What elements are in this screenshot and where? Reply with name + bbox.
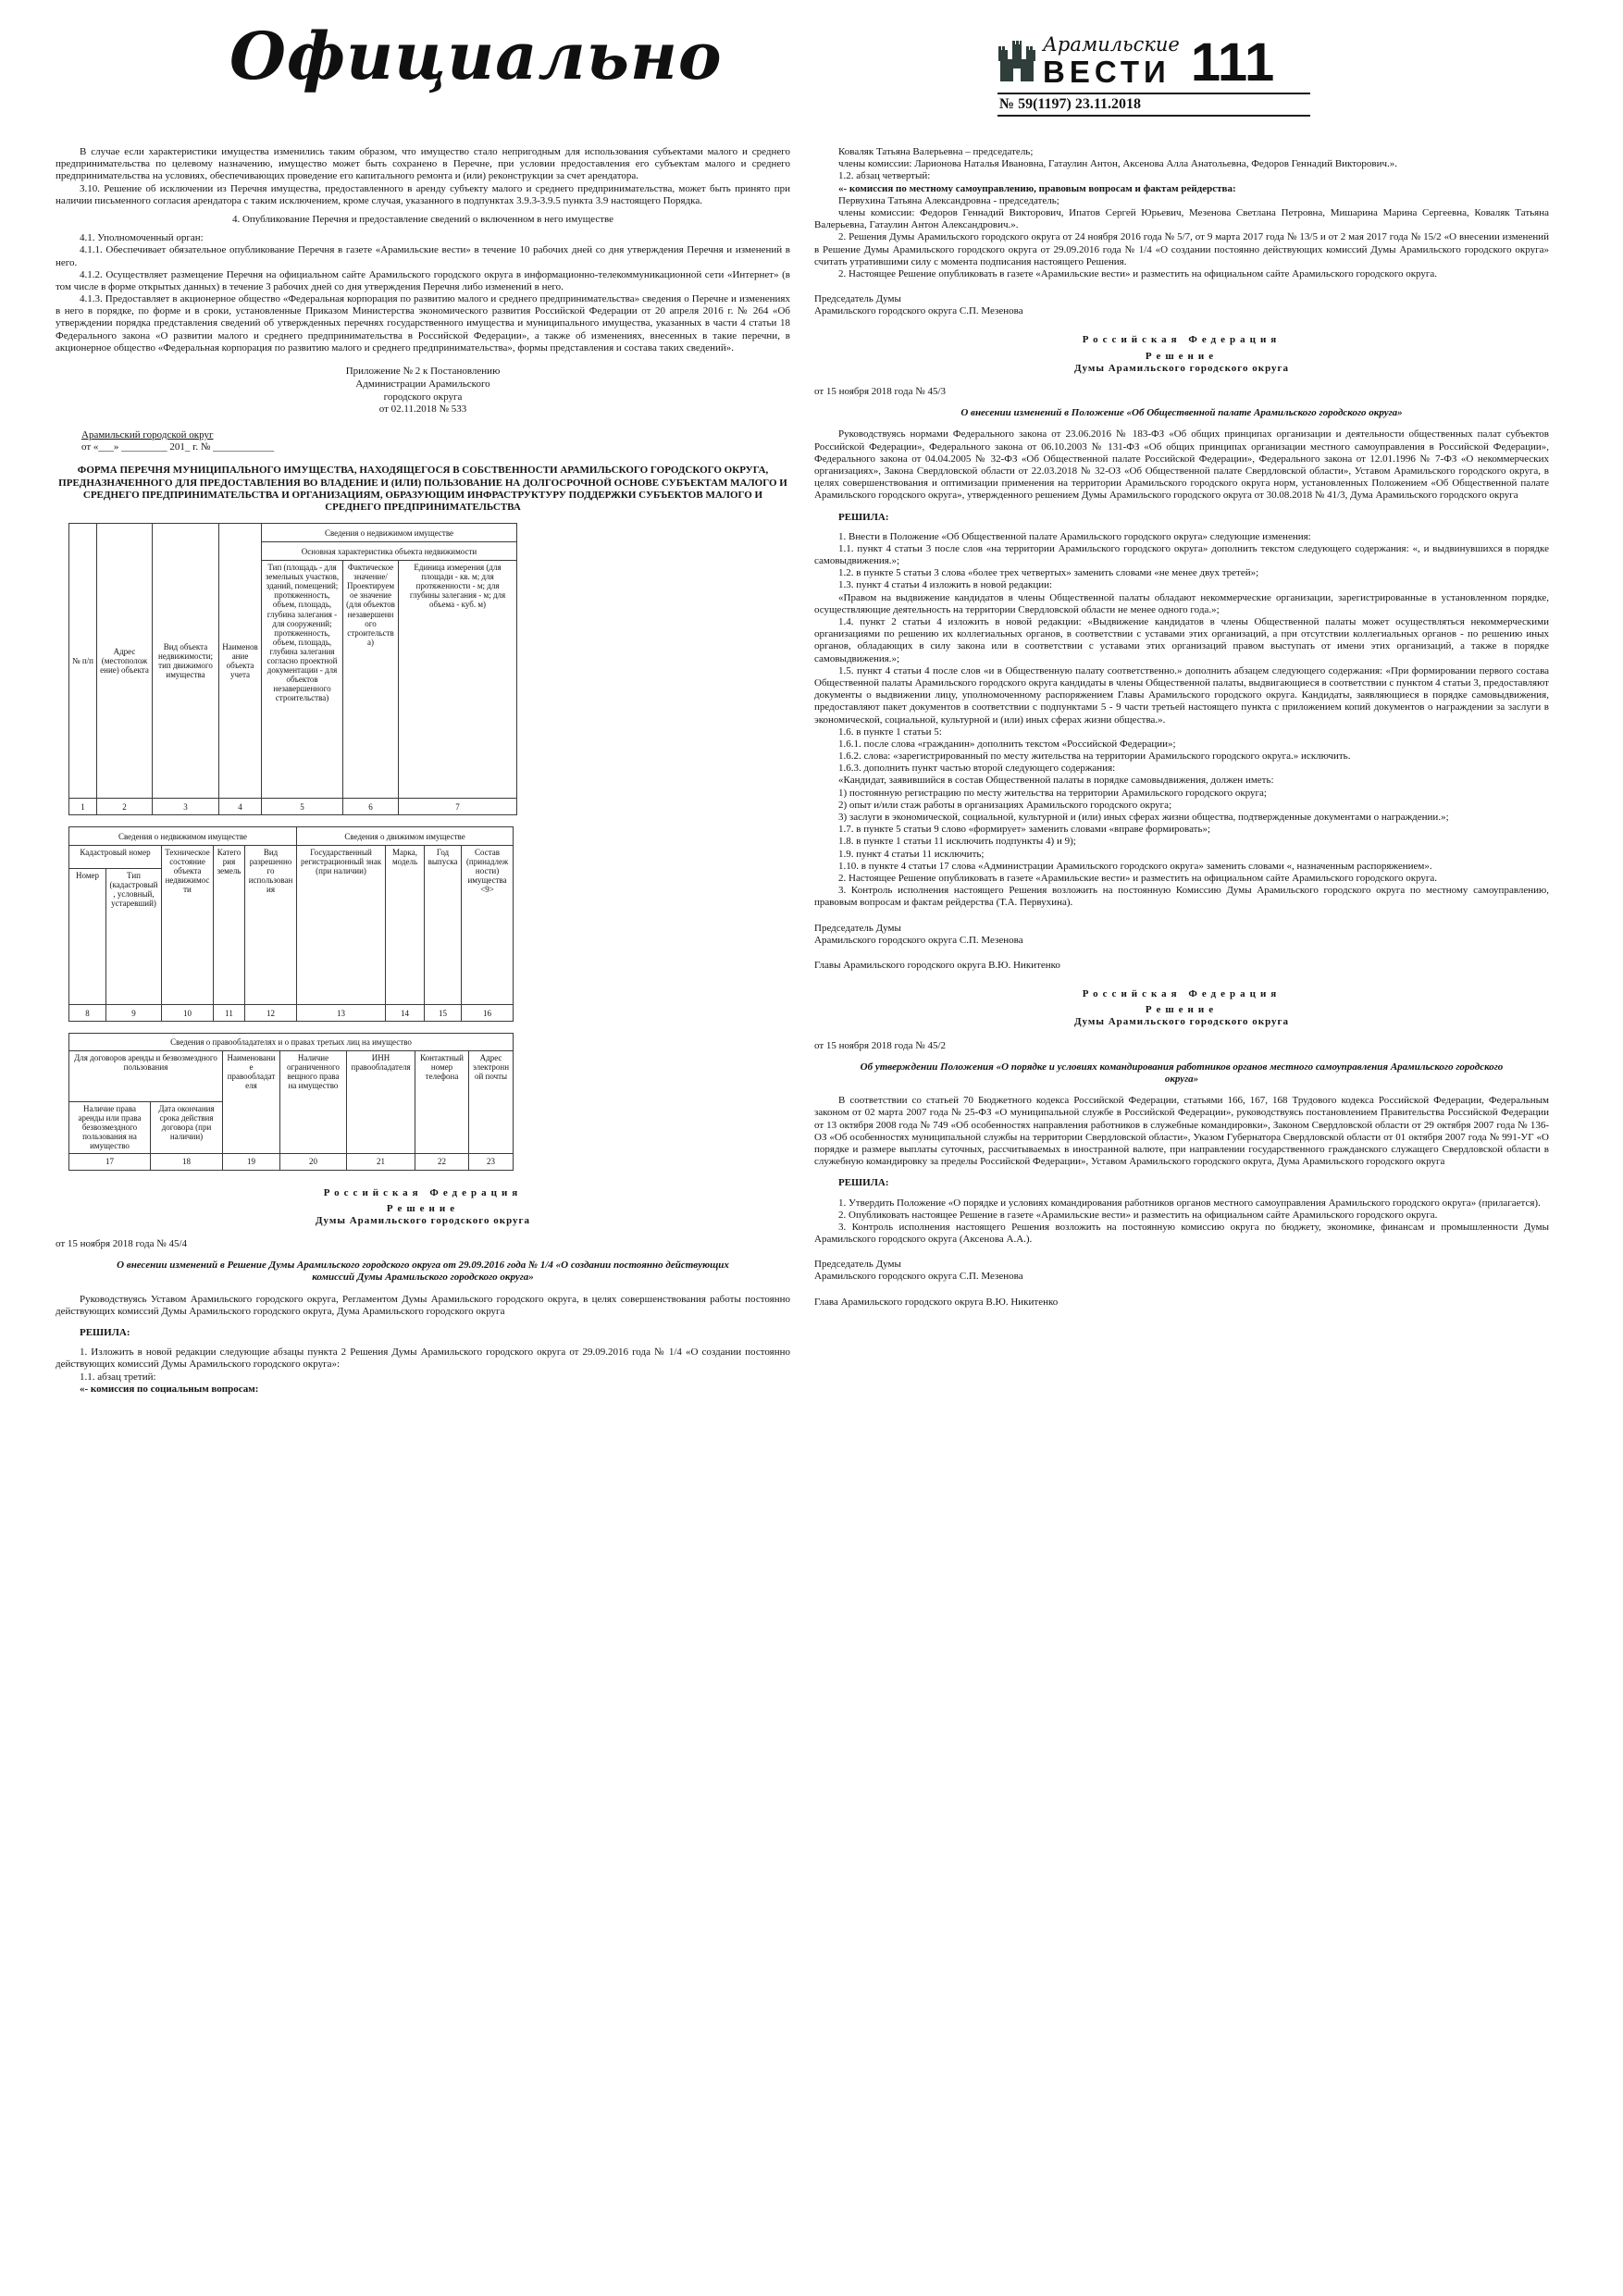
table-header-cell: Единица измерения (для площади - кв. м; для протяженности - м; для глубины залегания - м; для объема - куб. м) <box>399 561 517 799</box>
paragraph: В случае если характеристики имущества изменились таким образом, что имущество стало непригодным для использования субъектами малого и среднего предпринимательства по целевому назначению, имущество может быть сохранено в Перечне, при условии предоставления его субъектам малого и среднего предпринимательства на условиях, обеспечивающих проведение его капитального ремонта и (или) реконструкции за счет арендатора. <box>56 146 790 182</box>
column-number-cell: 10 <box>162 1005 214 1022</box>
decision-item: 2. Опубликовать настоящее Решение в газете «Арамильские вести» и разместить на официальном сайте Арамильского городского округа. <box>838 1209 1438 1221</box>
brand-row <box>997 31 1310 93</box>
decision-item: 1.4. пункт 2 статьи 4 изложить в новой редакции: «Выдвижение кандидатов в члены Общественной палаты может осуществляться некоммерческими организациями по решению их коллегиальных органов, в соответствии с уставами этих организаций, а при отсутствии коллегиальных органов - по решению иных органов, обладающих в силу закона или в соответствии с уставами этих организаций правом выступать от имени этих организаций, а также в порядке самовыдвижения.»; <box>814 616 1549 664</box>
paragraph: 1.1. абзац третий: <box>80 1371 156 1383</box>
decision-item: 1.6.3. дополнить пункт частью второй следующего содержания: <box>838 763 1116 775</box>
decision-item: «Кандидат, заявившийся в состав Общественной палаты в порядке самовыдвижения, должен иметь: <box>838 775 1274 787</box>
table-group-header: Сведения о правообладателях и о правах третьих лиц на имущество <box>69 1034 514 1051</box>
city-crest-icon <box>997 41 1036 85</box>
heading-russian-federation: Российская Федерация <box>1082 334 1282 346</box>
left-column <box>56 146 790 1396</box>
decision-title: Об утверждении Положения «О порядке и условиях командирования работников органов местного самоуправления Арамильского городского округа» <box>860 1061 1504 1085</box>
decision-item: 3) заслуги в экономической, социальной, культурной и (или) иных сферах жизни общества, подтвержденные документами о награждении.»; <box>838 812 1449 823</box>
layout-element <box>69 1034 514 1170</box>
column-number-cell: 18 <box>151 1153 223 1170</box>
decision-title: О внесении изменений в Решение Думы Арамильского городского округа от 29.09.2016 года № 1/4 «О создании постоянно действующих комиссий Думы Арамильского городского округа» <box>117 1260 729 1284</box>
decision-item: 1. Внести в Положение «Об Общественной палате Арамильского городского округа» следующие изменения: <box>838 530 1311 542</box>
decision-45-3 <box>814 334 1549 972</box>
column-number-cell: 13 <box>297 1005 386 1022</box>
decision-item: 1.6.2. слова: «зарегистрированный по месту жительства на территории Арамильского городского округа.» исключить. <box>838 751 1351 763</box>
table-header-cell: Вид объекта недвижимости; тип движимого имущества <box>153 524 219 799</box>
table-subgroup-header: Основная характеристика объекта недвижимости <box>262 542 517 561</box>
paragraph: 4.1.2. Осуществляет размещение Перечня на официальном сайте Арамильского городского округа в информационно-телекоммуникационной сети «Интернет» (в том числе в форме открытых данных) в течение 3 рабочих дней со дня утверждения Перечня либо изменений в него. <box>56 268 790 292</box>
decision-items <box>814 531 1549 910</box>
heading-reshenie: Решение <box>386 1202 460 1214</box>
form-title: ФОРМА ПЕРЕЧНЯ МУНИЦИПАЛЬНОГО ИМУЩЕСТВА, НАХОДЯЩЕГОСЯ В СОБСТВЕННОСТИ АРАМИЛЬСКОГО ГОРОДСКОГО ОКРУГА, ПРЕДНАЗНАЧЕННОГО ДЛЯ ПРЕДОСТАВЛЕНИЯ ВО ВЛАДЕНИЕ И (ИЛИ) ПОЛЬЗОВАНИЕ НА ДОЛГОСРОЧНОЙ ОСНОВЕ СУБЪЕКТАМ МАЛОГО И СРЕДНЕГО ПРЕДПРИНИМАТЕЛЬСТВА И ОРГАНИЗАЦИЯМ, ОБРАЗУЮЩИМ ИНФРАСТРУКТУРУ ПОДДЕРЖКИ СУБЪЕКТОВ МАЛОГО И СРЕДНЕГО ПРЕДПРИНИМАТЕЛЬСТВА <box>58 465 787 513</box>
heading-russian-federation: Российская Федерация <box>1082 988 1282 1000</box>
decision-item: 3. Контроль исполнения настоящего Решения возложить на постоянную Комиссию Думы Арамильского городского округа по местному самоуправлению, правовым вопросам и фактам рейдерства (Т.А. Первухина). <box>814 885 1549 909</box>
table-header-cell: Контактный номер телефона <box>415 1051 469 1153</box>
property-register-table-part1 <box>68 523 517 815</box>
paragraph: члены комиссии: Федоров Геннадий Викторович, Ипатов Сергей Юрьевич, Мезенова Светлана Петровна, Мишарина Марина Сергеевна, Коваляк Татьяна Валерьевна, Гатаулин Антон Александрович.». <box>814 206 1549 231</box>
table-header-cell: Для договоров аренды и безвозмездного пользования <box>69 1051 223 1102</box>
layout-element <box>1012 41 1015 45</box>
heading-russian-federation: Российская Федерация <box>323 1186 523 1198</box>
column-number-cell: 19 <box>223 1153 280 1170</box>
table-group-header: Сведения о недвижимом имуществе <box>262 524 517 542</box>
layout-element <box>1026 50 1035 61</box>
layout-element <box>69 524 517 815</box>
table-header-cell: ИНН правообладателя <box>347 1051 415 1153</box>
signature-line: Арамильского городского округа С.П. Мезенова <box>814 934 1023 946</box>
layout-element <box>1013 68 1021 81</box>
signature-line: Председатель Думы <box>814 922 901 934</box>
paragraph: В соответствии со статьей 70 Бюджетного кодекса Российской Федерации, статьями 166, 167, 168 Трудового кодекса Российской Федерации, Федеральным законом от 02 марта 2007 года № 25-ФЗ «О муниципальной службе в Российской Федерации», руководствуясь постановлением Правительства Российской Федерации от 13 октября 2008 года № 749 «Об особенностях направления работников в служебные командировки», Законом Свердловской области от 29 октября 2007 года № 136-ОЗ «Об особенностях муниципальной службы на территории Свердловской области», Указом Губернатора Свердловской области от 01 октября 2007 года № 991-УГ «О порядке и размере выплаты суточных, рассчитываемых в иностранной валюте, при направлении государственного гражданского служащего Свердловской области в служебную командировку за пределы Российской Федерации», Уставом Арамильского городского округа, Дума Арамильского городского округа <box>814 1095 1549 1168</box>
masthead <box>0 0 1623 141</box>
decision-title: О внесении изменений в Положение «Об Общественной палате Арамильского городского округа» <box>960 407 1403 419</box>
signature-line: Председатель Думы <box>814 1259 901 1271</box>
heading-duma: Думы Арамильского городского округа <box>1073 362 1290 374</box>
section-heading: 4. Опубликование Перечня и предоставление сведений о включенном в него имуществе <box>231 213 614 225</box>
annex-line: от 02.11.2018 № 533 <box>378 403 467 416</box>
table-header-cell: Государственный регистрационный знак (при наличии) <box>297 846 386 1005</box>
decision-item: 1.9. пункт 4 статьи 11 исключить; <box>838 848 985 860</box>
reshila-heading: РЕШИЛА: <box>80 1327 130 1339</box>
paragraph: 2. Настоящее Решение опубликовать в газете «Арамильские вести» и разместить на официальном сайте Арамильского городского округа. <box>838 267 1438 279</box>
newspaper-brand <box>997 31 1310 117</box>
table-header-cell: Наименование правообладателя <box>223 1051 280 1153</box>
table-header-cell: Дата окончания срока действия договора (при наличии) <box>151 1102 223 1153</box>
decision-item: 1.10. в пункте 4 статьи 17 слова «Администрации Арамильского городского округа» заменить словами «, назначенным распоряжением». <box>838 860 1432 872</box>
table-header-cell: Состав (принадлежности) имущества <9> <box>462 846 514 1005</box>
decision-item: 1.8. в пункте 1 статьи 11 исключить подпункты 4) и 9); <box>838 836 1076 848</box>
document-header-line: Арамильский городской округ <box>81 429 214 441</box>
column-number-cell: 23 <box>469 1153 514 1170</box>
right-column <box>814 146 1549 1396</box>
layout-element <box>69 1153 514 1170</box>
decision-item: 1. Утвердить Положение «О порядке и условиях командирования работников органов местного самоуправления Арамильского городского округа» (прилагается). <box>838 1197 1541 1209</box>
column-number-cell: 1 <box>69 799 97 815</box>
decision-item: 3. Контроль исполнения настоящего Решения возложить на постоянную комиссию округа по бюджету, экономике, финансам и промышленности Думы Арамильского городского округа (Аксенова А.А.). <box>814 1221 1549 1246</box>
column-number-cell: 11 <box>214 1005 245 1022</box>
decision-items <box>814 1198 1549 1247</box>
annex-line: Администрации Арамильского <box>355 378 490 390</box>
table-header-cell: Тип (кадастровый, условный, устаревший) <box>106 869 162 1005</box>
layout-element <box>1026 46 1029 51</box>
decision-45-2 <box>814 988 1549 1309</box>
property-register-table-part2 <box>68 826 514 1022</box>
signature-line: Главы Арамильского городского округа В.Ю. Никитенко <box>814 959 1060 971</box>
table-header-cell: Вид разрешенного использования <box>245 846 297 1005</box>
paragraph: 4.1.1. Обеспечивает обязательное опубликование Перечня в газете «Арамильские вести» в течение 10 рабочих дней со дня утверждения Перечня и изменений в него. <box>56 244 790 268</box>
column-number-cell: 9 <box>106 1005 162 1022</box>
decision-item: 1) постоянную регистрацию по месту жительства на территории Арамильского городского округа; <box>838 787 1267 799</box>
table-header-cell: Адрес электронной почты <box>469 1051 514 1153</box>
decision-item: 1.2. в пункте 5 статьи 3 слова «более трех четвертых» заменить словами «не менее двух третей»; <box>838 567 1259 579</box>
paragraph: Первухина Татьяна Александровна - председатель; <box>838 194 1059 206</box>
signature-line: Председатель Думы <box>814 293 901 305</box>
heading-duma: Думы Арамильского городского округа <box>315 1214 531 1226</box>
decision-item: 1.5. пункт 4 статьи 4 после слов «и в Общественную палату соответственно.» дополнить абзацем следующего содержания: «При формировании первого состава Общественной палаты Арамильского городского округа кандидаты в члены Общественной палаты, выдвигающиеся в соответствии с пунктом 4 статьи 3, предоставляют документы о выдвижении лицу, уполномоченному распоряжением Главы Арамильского городского округа. Кандидаты, заявляющиеся в порядке самовыдвижения, предоставляют пакет документов в соответствии с подпунктами 5 - 9 части третьей настоящего пункта с приложением копий документов о награждении за заслуги в экономической, социальной, культурной и (или) иных сферах жизни общества.». <box>814 664 1549 726</box>
layout-element <box>69 799 517 815</box>
table-header-cell: Категория земель <box>214 846 245 1005</box>
signature-line: Арамильского городского округа С.П. Мезенова <box>814 1271 1023 1283</box>
issue-date-line: № 59(1197) 23.11.2018 <box>997 93 1310 117</box>
page-title: Официально <box>229 18 723 94</box>
document-number-line: от «___» _________ 201_ г. № ____________ <box>81 441 275 453</box>
layout-element <box>998 50 1008 61</box>
paragraph: 1.2. абзац четвертый: <box>838 170 931 182</box>
paragraph: «- комиссия по местному самоуправлению, правовым вопросам и фактам рейдерства: <box>838 182 1236 194</box>
column-number-cell: 2 <box>97 799 153 815</box>
paragraph: члены комиссии: Ларионова Наталья Ивановна, Гатаулин Антон, Аксенова Алла Анатольевна, Федоров Геннадий Викторович.». <box>838 158 1398 170</box>
column-number-cell: 4 <box>219 799 262 815</box>
rights-holders-table <box>68 1033 514 1170</box>
table-header-cell: Марка, модель <box>386 846 425 1005</box>
decision-item: 2) опыт и/или стаж работы в организациях Арамильского городского округа; <box>838 799 1172 811</box>
layout-element <box>1012 44 1022 61</box>
reshila-heading: РЕШИЛА: <box>838 511 889 523</box>
paragraph: 2. Решения Думы Арамильского городского округа от 24 ноября 2016 года № 5/7, от 9 марта 2017 года № 13/5 и от 2 мая 2017 года № 15/2 «О внесении изменений в Решение Думы Арамильского городского округа от 29.09.2016 года № 1/4 «О создании постоянно действующих комиссий Думы Арамильского городского округа» считать утратившими силу с момента подписания настоящего Решения. <box>814 231 1549 267</box>
column-number-cell: 12 <box>245 1005 297 1022</box>
table-header-cell: Фактическое значение/Проектируемое значение (для объектов незавершенного строительства) <box>343 561 399 799</box>
date-line: от 15 ноября 2018 года № 45/4 <box>56 1238 188 1250</box>
content-columns <box>0 141 1623 1396</box>
signature-line: Арамильского городского округа С.П. Мезенова <box>814 305 1023 317</box>
annex-reference <box>56 366 790 416</box>
table-group-header: Сведения о движимом имуществе <box>297 827 514 846</box>
decision-45-4 <box>56 1187 790 1396</box>
brand-name-bottom: ВЕСТИ <box>1043 55 1171 89</box>
brand-name-top: Арамильские <box>1043 33 1180 56</box>
layout-element <box>69 1051 514 1102</box>
column-number-cell: 16 <box>462 1005 514 1022</box>
layout-element <box>69 1005 514 1022</box>
column-number-cell: 15 <box>425 1005 462 1022</box>
brand-name <box>1043 35 1180 87</box>
table-header-cell: Наличие права аренды или права безвозмездного пользования на имущество <box>69 1102 151 1153</box>
paragraph: 1. Изложить в новой редакции следующие абзацы пункта 2 Решения Думы Арамильского городского округа от 29.09.2016 года № 1/4 «О создании постоянно действующих комиссий Думы Арамильского городского округа»: <box>56 1347 790 1371</box>
table-header-cell: Тип (площадь - для земельных участков, зданий, помещений; протяженность, объем, площадь, глубина залегания - для сооружений; протяженность, объем, площадь, глубина залегания согласно проектной документации - для объектов незавершенного строительства) <box>262 561 343 799</box>
issue-number: 111 <box>1190 31 1275 93</box>
heading-reshenie: Решение <box>1145 1004 1219 1016</box>
column-number-cell: 7 <box>399 799 517 815</box>
decision-item: 1.3. пункт 4 статьи 4 изложить в новой редакции: <box>838 579 1053 591</box>
table-header-cell: № п/п <box>69 524 97 799</box>
table-header-cell: Кадастровый номер <box>69 846 162 869</box>
paragraph: 3.10. Решение об исключении из Перечня имущества, предоставленного в аренду субъекту малого и среднего предпринимательства, может быть принято при наличии письменного согласия арендатора с таким исключением, кроме случая, указанного в подпунктах 3.9.3-3.9.5 пункта 3.9 настоящего Порядка. <box>56 182 790 206</box>
decision-item: 1.6.1. после слова «гражданин» дополнить текстом «Российской Федерации»; <box>838 738 1176 750</box>
layout-element <box>69 524 517 542</box>
annex-line: городского округа <box>383 391 463 403</box>
layout-element <box>1030 46 1033 51</box>
table-header-cell: Год выпуска <box>425 846 462 1005</box>
paragraph: Руководствуясь нормами Федерального закона от 23.06.2016 № 183-ФЗ «Об общих принципах организации и деятельности общественных палат субъектов Российской Федерации», Федерального закона от 06.10.2003 № 131-ФЗ «Об общих принципах организации местного самоуправления в Российской Федерации», Федерального закона от 04.04.2005 № 32-ФЗ «Об Общественной палате Российской Федерации», Федерального закона от 12.01.1996 № 7-ФЗ «О некоммерческих организациях», Закона Свердловской области от 22.03.2018 № 32-ОЗ «Об Общественной палате Свердловской области», Уставом Арамильского городского округа, в целях совершенствования и оптимизации применения на территории Арамильского городского округа норм, установленных Положением «Об Общественной палате Арамильского городского округа», утвержденного решением Думы Арамильского городского округа от 30.08.2018 № 41/3, Дума Арамильского городского округа <box>814 428 1549 502</box>
table-header-cell: Техническое состояние объекта недвижимости <box>162 846 214 1005</box>
reshila-heading: РЕШИЛА: <box>838 1177 889 1189</box>
layout-element <box>1002 46 1005 51</box>
table-header-cell: Наименование объекта учета <box>219 524 262 799</box>
decision-item: «Правом на выдвижение кандидатов в члены Общественной палаты обладают некоммерческие организации, зарегистрированные в установленном порядке, осуществляющие деятельность на территории Свердловской области не менее одного года.»; <box>814 591 1549 615</box>
decision-item: 2. Настоящее Решение опубликовать в газете «Арамильские вести» и разместить на официальном сайте Арамильского городского округа. <box>838 872 1438 884</box>
table-group-header: Сведения о недвижимом имуществе <box>69 827 297 846</box>
layout-element <box>69 1034 514 1051</box>
date-line: от 15 ноября 2018 года № 45/2 <box>814 1039 947 1051</box>
decision-item: 1.1. пункт 4 статьи 3 после слов «на территории Арамильского городского округа» дополнить текстом следующего содержания: «, и выдвинувшихся в порядке самовыдвижения.»; <box>814 542 1549 567</box>
layout-element <box>69 846 514 869</box>
heading-duma: Думы Арамильского городского округа <box>1073 1016 1290 1028</box>
paragraph: «- комиссия по социальным вопросам: <box>80 1383 259 1395</box>
paragraph: Коваляк Татьяна Валерьевна – председатель; <box>838 146 1034 157</box>
decision-item: 1.6. в пункте 1 статьи 5: <box>838 726 942 738</box>
column-number-cell: 5 <box>262 799 343 815</box>
paragraph: 4.1. Уполномоченный орган: <box>80 232 204 244</box>
paragraph: Руководствуясь Уставом Арамильского городского округа, Регламентом Думы Арамильского городского округа, в целях совершенствования работы постоянно действующих комиссий Думы Арамильского городского округа, Дума Арамильского городского округа <box>56 1293 790 1317</box>
decision-item: 1.7. в пункте 5 статьи 9 слово «формирует» заменить словами «вправе формировать»; <box>838 824 1211 836</box>
table-header-cell: Наличие ограниченного вещного права на имущество <box>280 1051 347 1153</box>
signature-line: Глава Арамильского городского округа В.Ю. Никитенко <box>814 1296 1059 1308</box>
column-number-cell: 14 <box>386 1005 425 1022</box>
column-number-cell: 17 <box>69 1153 151 1170</box>
annex-line: Приложение № 2 к Постановлению <box>345 366 501 377</box>
table-header-cell: Номер <box>69 869 106 1005</box>
column-number-cell: 6 <box>343 799 399 815</box>
heading-reshenie: Решение <box>1145 350 1219 362</box>
layout-element <box>69 827 514 846</box>
table-header-cell: Адрес (местоположение) объекта <box>97 524 153 799</box>
layout-element <box>1016 41 1019 45</box>
column-number-cell: 22 <box>415 1153 469 1170</box>
column-number-cell: 8 <box>69 1005 106 1022</box>
layout-element <box>1020 41 1022 45</box>
column-number-cell: 21 <box>347 1153 415 1170</box>
layout-element <box>69 827 514 1022</box>
layout-element <box>998 46 1001 51</box>
column-number-cell: 3 <box>153 799 219 815</box>
paragraph: 4.1.3. Предоставляет в акционерное общество «Федеральная корпорация по развитию малого и среднего предпринимательства» сведения о Перечне и изменениях в него в порядке, по форме и в сроки, установленные Приказом Министерства экономического развития Российской Федерации от 20 апреля 2016 г. № 264 «Об утверждении порядка представления сведений об утвержденных перечнях государственного имущества и муниципального имущества, указанных в части 4 статьи 18 Федерального закона «О развитии малого и среднего предпринимательства в Российской Федерации», а также об изменениях, внесенных в такие перечни, в акционерное общество «Федеральная корпорация по развитию малого и среднего предпринимательства», формы представления и состава таких сведений». <box>56 293 790 354</box>
date-line: от 15 ноября 2018 года № 45/3 <box>814 386 947 397</box>
column-number-cell: 20 <box>280 1153 347 1170</box>
